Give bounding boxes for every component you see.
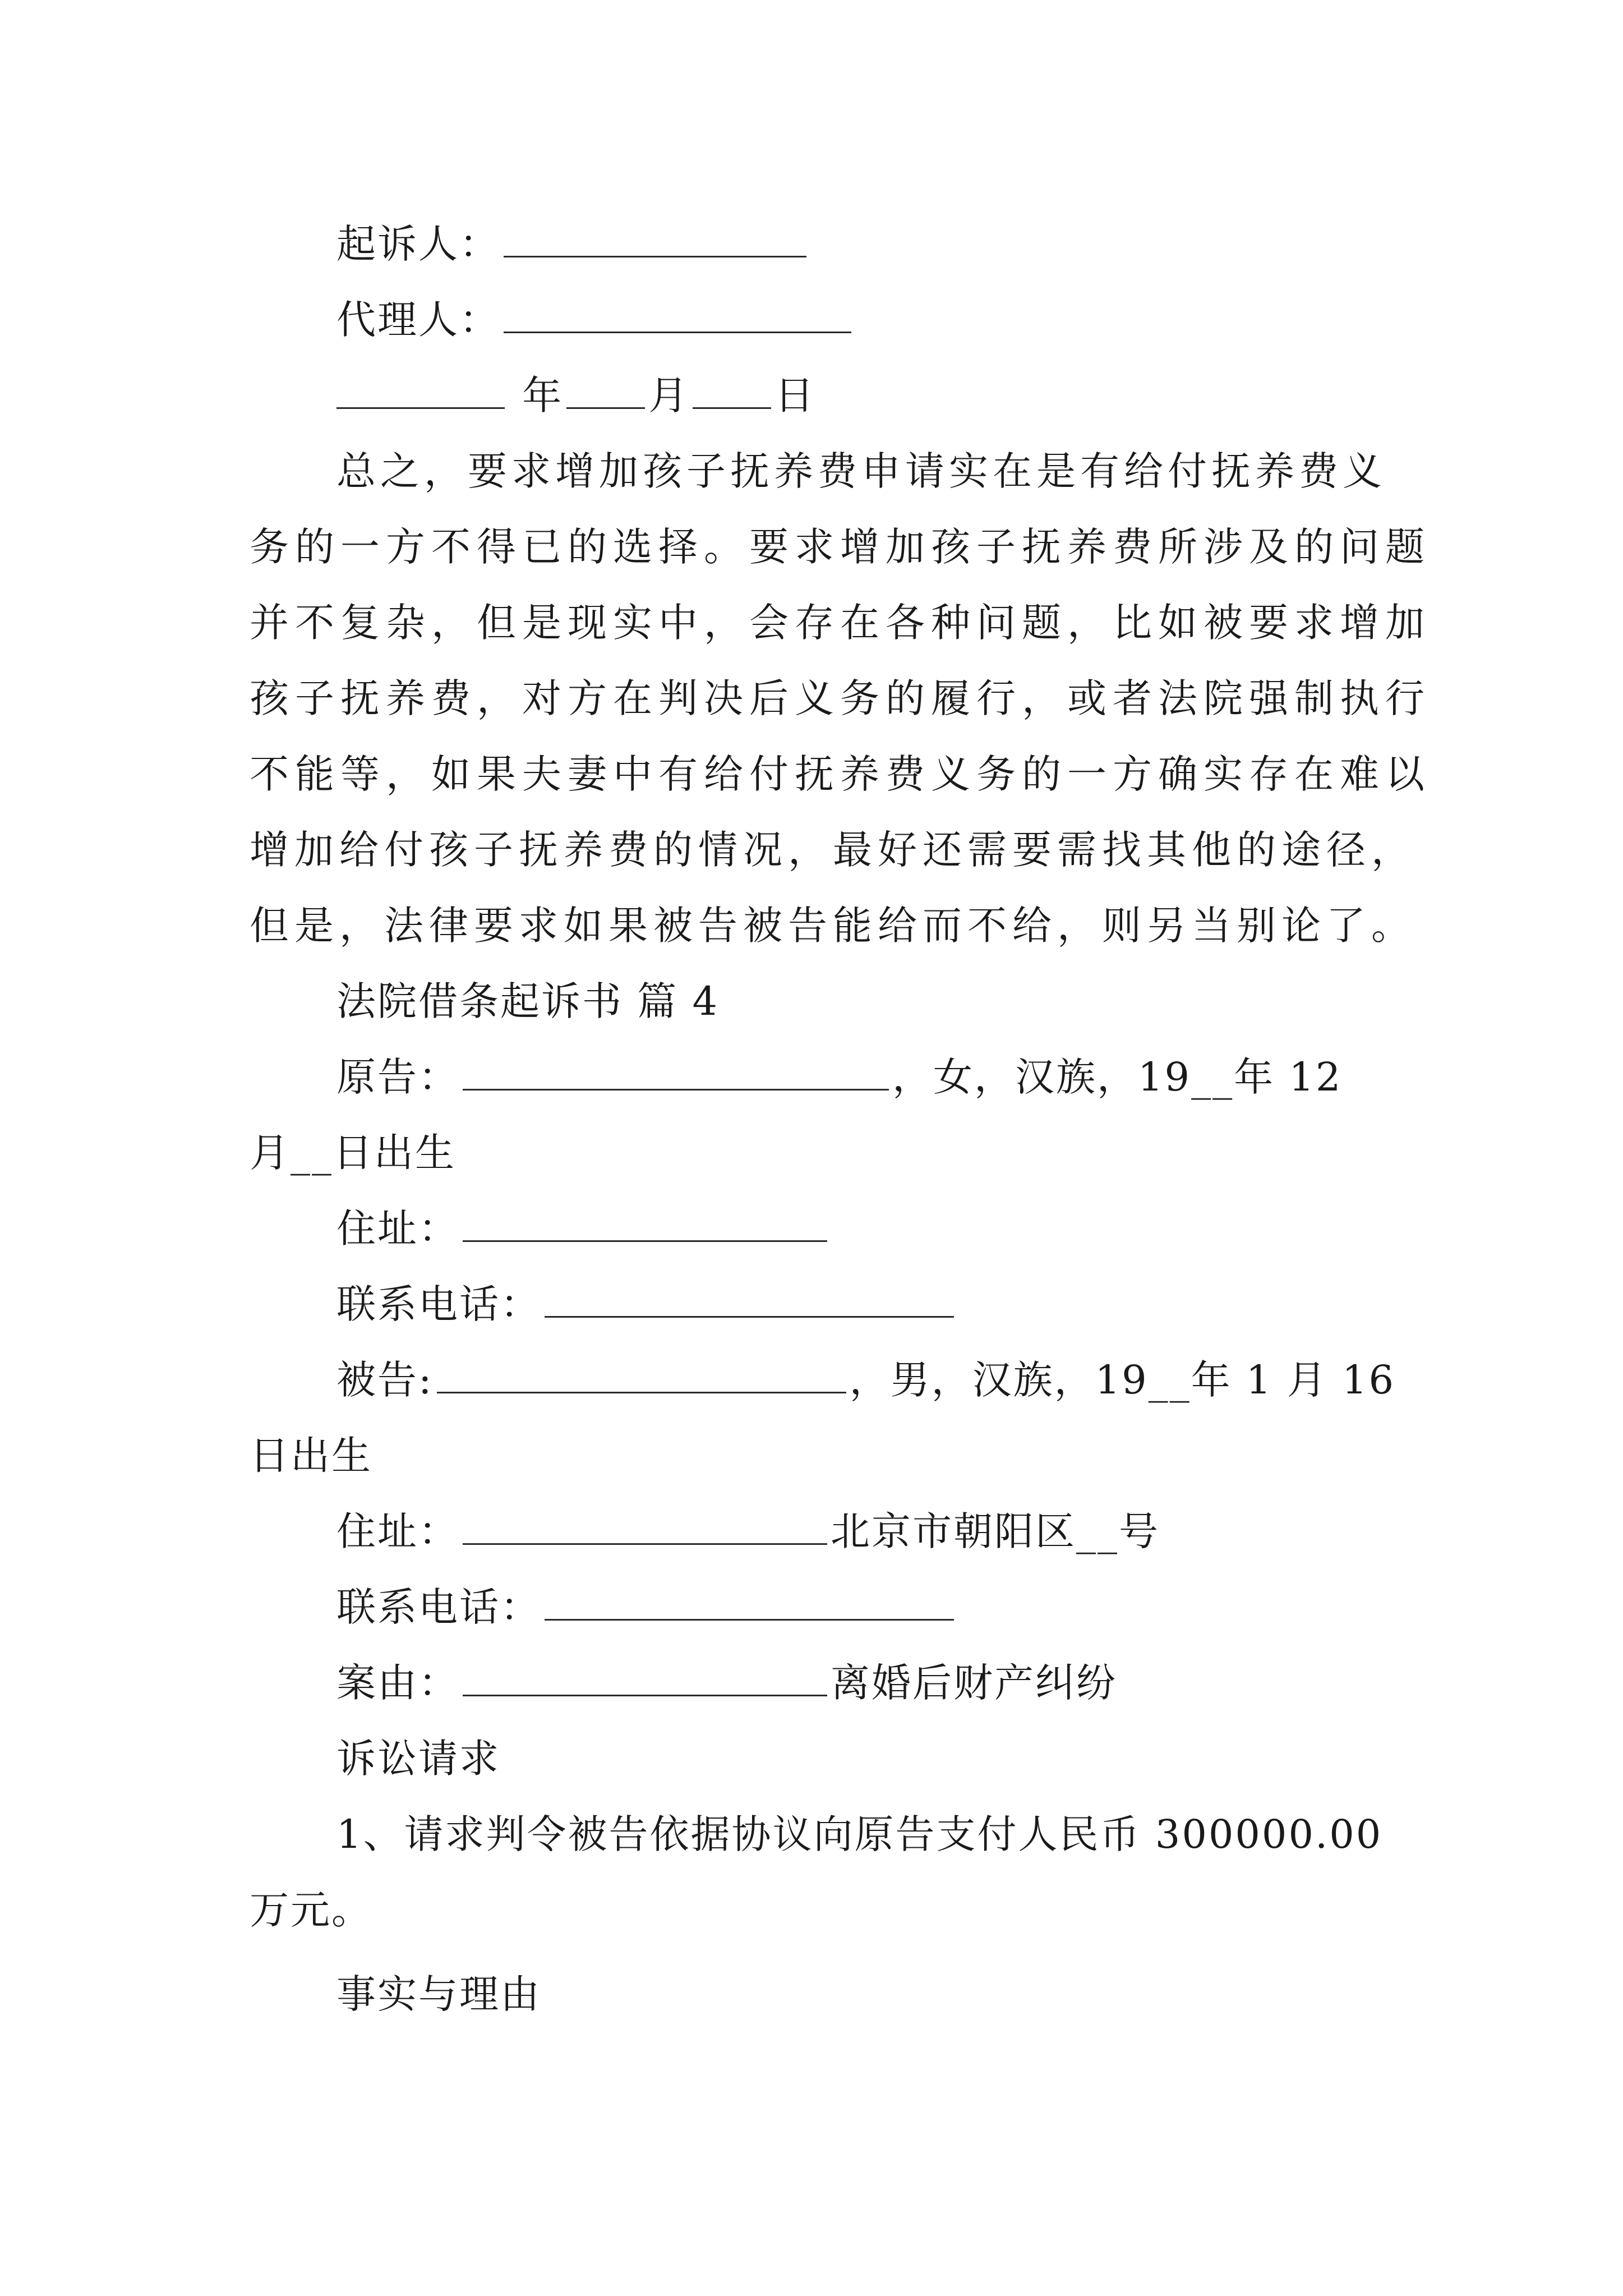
claim-item-1-line-2: 万元。 — [250, 1887, 372, 1933]
defendant-address-blank — [463, 1504, 827, 1545]
claims-heading: 诉讼请求 — [336, 1736, 500, 1782]
summary-line-3: 并不复杂，但是现实中，会存在各种问题，比如被要求增加 — [250, 600, 1431, 646]
facts-heading: 事实与理由 — [336, 1971, 541, 2017]
defendant-label: 被告: — [336, 1357, 434, 1403]
plaintiff-signature-blank — [504, 217, 806, 257]
plaintiff-phone-line — [336, 1276, 957, 1332]
plaintiff-details: ，女，汉族，19__年 12 — [892, 1054, 1343, 1100]
day-label: 日 — [774, 372, 816, 418]
plaintiff-label: 原告： — [336, 1054, 459, 1100]
plaintiff-address-line — [336, 1200, 831, 1257]
plaintiff-signature-line — [336, 216, 810, 272]
summary-line-5: 不能等，如果夫妻中有给付抚养费义务的一方确实存在难以 — [250, 751, 1431, 797]
summary-line-2: 务的一方不得已的选择。要求增加孩子抚养费所涉及的问题 — [250, 524, 1431, 570]
section-title: 法院借条起诉书 篇 4 — [336, 978, 720, 1024]
plaintiff-birth-line: 月__日出生 — [250, 1130, 456, 1176]
summary-line-4: 孩子抚养费，对方在判决后义务的履行，或者法院强制执行 — [250, 675, 1431, 721]
agent-signature-label: 代理人： — [336, 297, 500, 343]
month-blank — [566, 368, 645, 409]
case-blank — [463, 1655, 827, 1696]
plaintiff-signature-label: 起诉人： — [336, 221, 500, 267]
plaintiff-address-label: 住址： — [336, 1205, 459, 1251]
case-line — [336, 1655, 1117, 1711]
defendant-name-blank — [437, 1352, 846, 1393]
year-blank — [336, 368, 505, 409]
defendant-line — [336, 1352, 1395, 1408]
defendant-address-line — [336, 1503, 1160, 1559]
plaintiff-phone-blank — [545, 1277, 954, 1318]
plaintiff-line — [336, 1049, 1342, 1105]
summary-line-7: 但是，法律要求如果被告被告能给而不给，则另当别论了。 — [250, 903, 1416, 949]
claim-item-1-line-1: 1、请求判令被告依据协议向原告支付人民币 300000.00 — [336, 1811, 1383, 1857]
plaintiff-name-blank — [463, 1050, 889, 1091]
agent-signature-line — [336, 292, 855, 348]
defendant-details: ，男，汉族，19__年 1 月 16 — [849, 1357, 1396, 1403]
defendant-address-value: 北京市朝阳区__号 — [831, 1508, 1160, 1554]
month-label: 月 — [648, 372, 690, 418]
year-label: 年 — [522, 372, 564, 418]
case-value: 离婚后财产纠纷 — [831, 1660, 1117, 1706]
summary-line-1: 总之，要求增加孩子抚养费申请实在是有给付抚养费义 — [336, 448, 1386, 494]
summary-line-6: 增加给付孩子抚养费的情况，最好还需要需找其他的途径， — [250, 827, 1416, 873]
plaintiff-phone-label: 联系电话： — [336, 1281, 541, 1327]
defendant-birth-line: 日出生 — [250, 1433, 372, 1479]
defendant-phone-blank — [545, 1580, 954, 1621]
case-label: 案由： — [336, 1660, 459, 1706]
defendant-phone-line — [336, 1579, 957, 1635]
plaintiff-address-blank — [463, 1201, 827, 1242]
agent-signature-blank — [504, 292, 851, 333]
date-line — [336, 367, 815, 424]
defendant-phone-label: 联系电话： — [336, 1584, 541, 1630]
day-blank — [693, 368, 771, 409]
defendant-address-label: 住址： — [336, 1508, 459, 1554]
